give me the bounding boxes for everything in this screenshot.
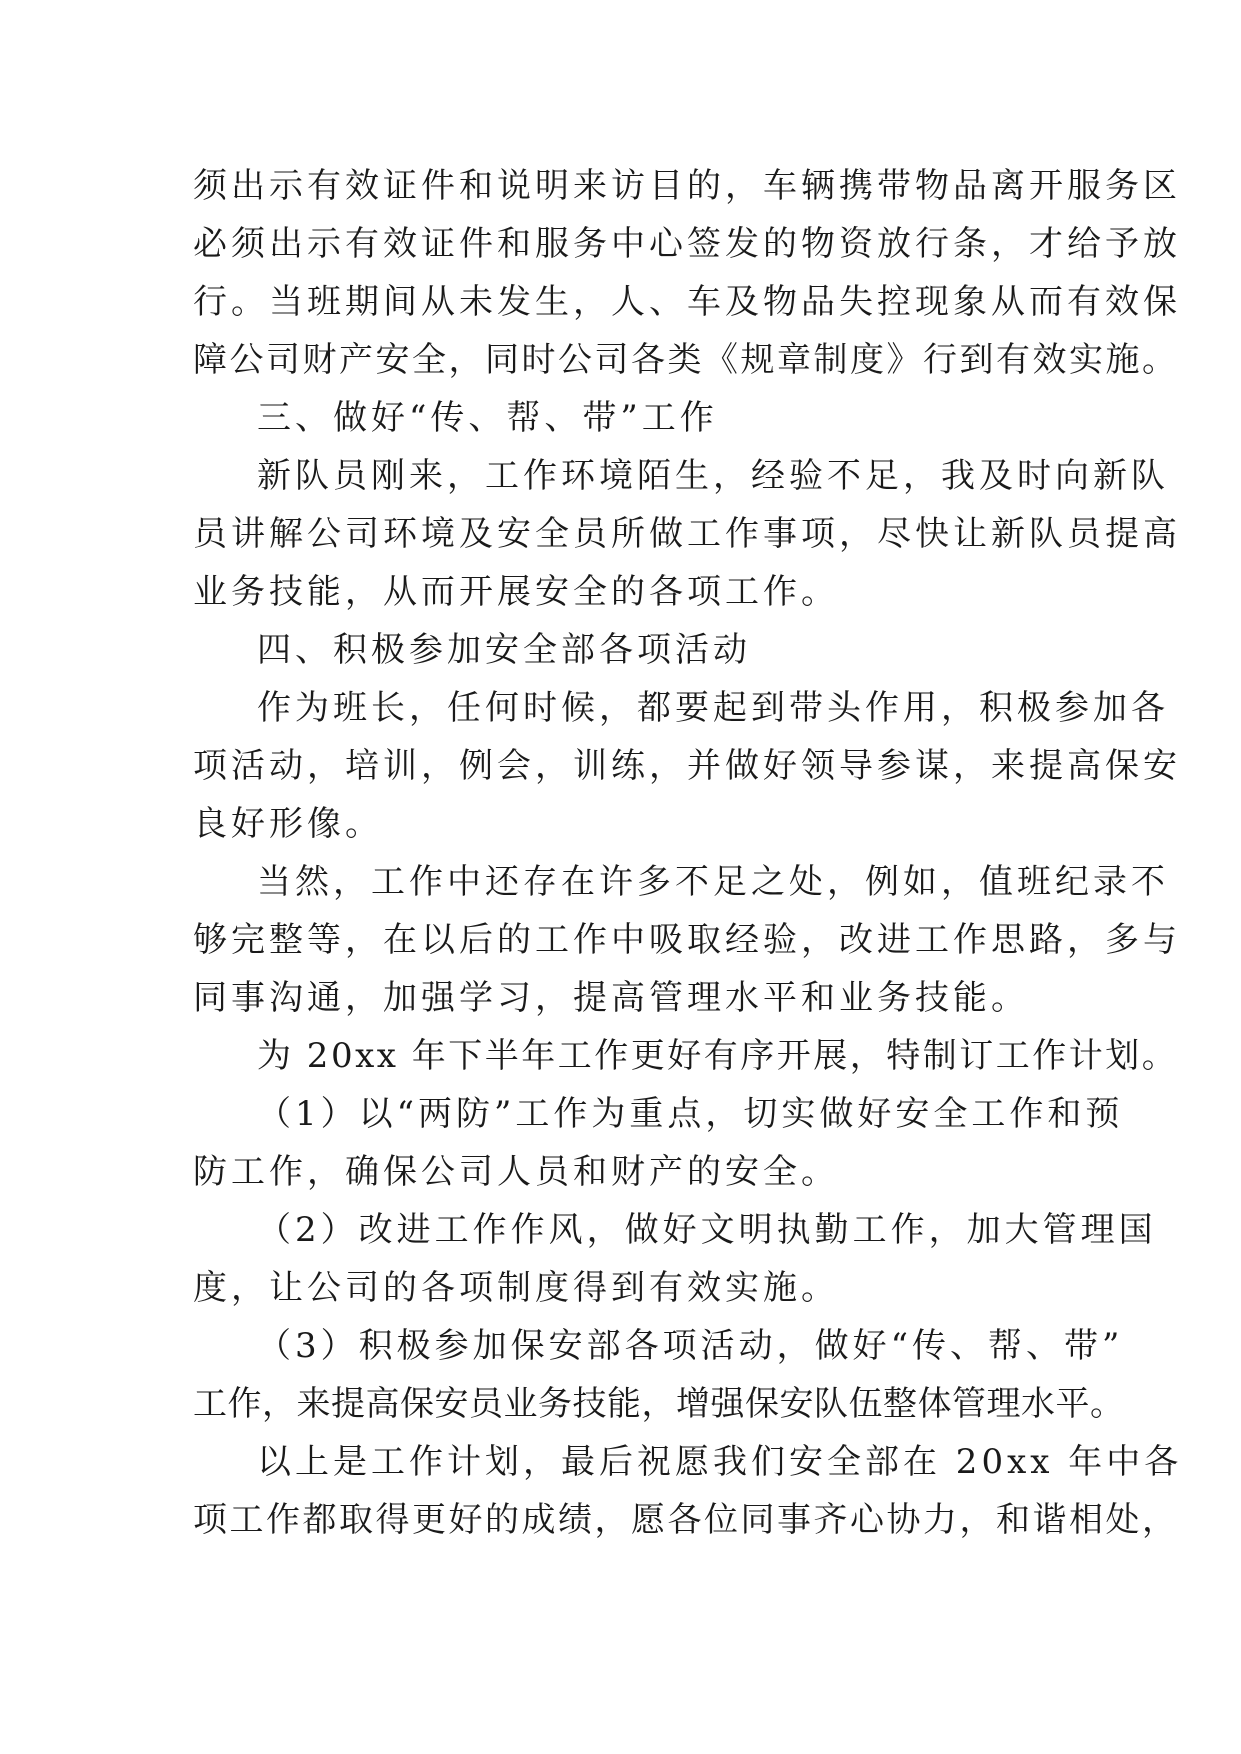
paragraph-line: 度，让公司的各项制度得到有效实施。 — [193, 1268, 839, 1308]
paragraph-line: 必须出示有效证件和服务中心签发的物资放行条，才给予放 — [193, 224, 1181, 264]
paragraph-line: 工作，来提高保安员业务技能，增强保安队伍整体管理水平。 — [193, 1384, 1125, 1424]
paragraph-line: 须出示有效证件和说明来访目的，车辆携带物品离开服务区 — [193, 166, 1181, 206]
plan-item: （1）以“两防”工作为重点，切实做好安全工作和预 — [257, 1094, 1124, 1134]
paragraph-line: 新队员刚来，工作环境陌生，经验不足，我及时向新队 — [257, 456, 1169, 496]
section-heading: 三、做好“传、帮、带”工作 — [257, 398, 718, 438]
paragraph-line: 障公司财产安全，同时公司各类《规章制度》行到有效实施。 — [193, 340, 1179, 380]
paragraph-line: 以上是工作计划，最后祝愿我们安全部在 20xx 年中各 — [257, 1442, 1183, 1482]
plan-item: （2）改进工作作风，做好文明执勤工作，加大管理国 — [257, 1210, 1157, 1250]
paragraph-line: 项工作都取得更好的成绩，愿各位同事齐心协力，和谐相处， — [193, 1500, 1179, 1540]
plan-item: （3）积极参加保安部各项活动，做好“传、帮、带” — [257, 1326, 1124, 1366]
paragraph-line: 行。当班期间从未发生，人、车及物品失控现象从而有效保 — [193, 282, 1181, 322]
paragraph-line: 够完整等，在以后的工作中吸取经验，改进工作思路，多与 — [193, 920, 1181, 960]
paragraph-line: 员讲解公司环境及安全员所做工作事项，尽快让新队员提高 — [193, 514, 1181, 554]
paragraph-line: 项活动，培训，例会，训练，并做好领导参谋，来提高保安 — [193, 746, 1181, 786]
paragraph-line: 同事沟通，加强学习，提高管理水平和业务技能。 — [193, 978, 1029, 1018]
paragraph-line: 良好形像。 — [193, 804, 383, 844]
paragraph-line: 业务技能，从而开展安全的各项工作。 — [193, 572, 839, 612]
paragraph-line: 为 20xx 年下半年工作更好有序开展，特制订工作计划。 — [257, 1036, 1179, 1076]
paragraph-line: 作为班长，任何时候，都要起到带头作用，积极参加各 — [257, 688, 1169, 728]
section-heading: 四、积极参加安全部各项活动 — [257, 630, 751, 670]
paragraph-line: 防工作，确保公司人员和财产的安全。 — [193, 1152, 839, 1192]
paragraph-line: 当然，工作中还存在许多不足之处，例如，值班纪录不 — [257, 862, 1169, 902]
